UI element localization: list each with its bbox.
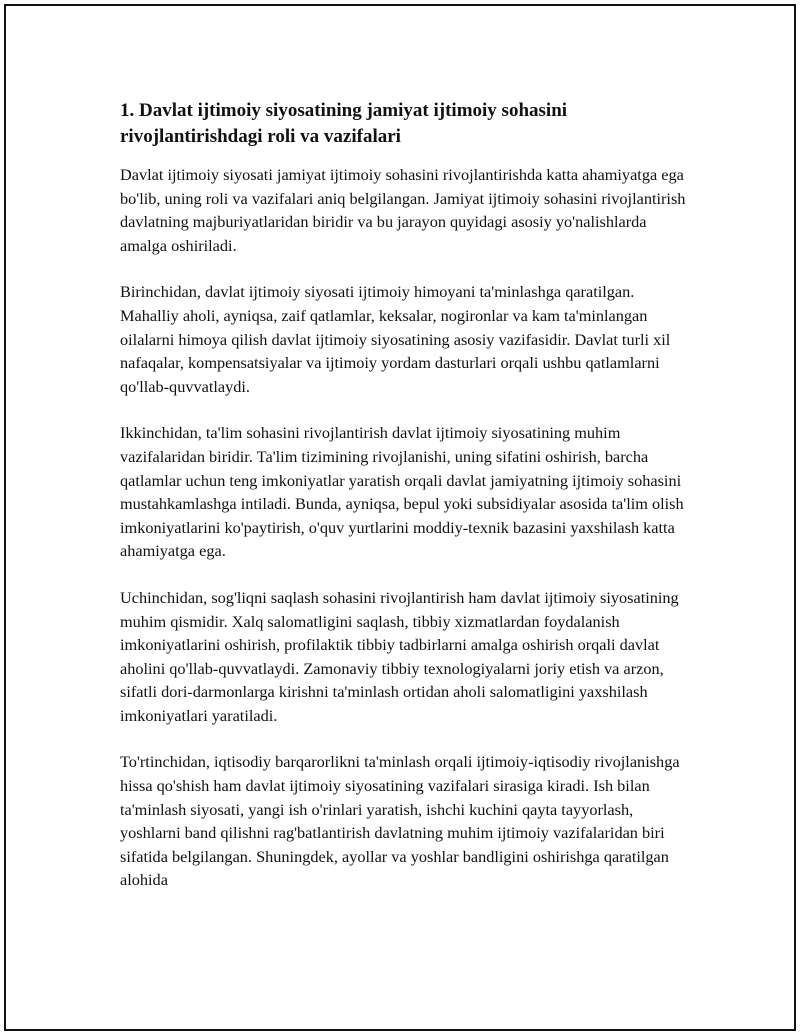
document-page [4, 4, 796, 1031]
paragraph-first: Birinchidan, davlat ijtimoiy siyosati ijtimoiy himoyani ta'minlashga qaratilgan. Mahalliy aholi, ayniqsa, zaif qatlamlar, keksalar, nogironlar va kam ta'minlangan oilalarni himoya qilish davlat ijtimoiy siyosatining asosiy vazifasidir. Davlat turli xil nafaqalar, kompensatsiyalar va ijtimoiy yordam dasturlari orqali ushbu qatlamlarni qo'llab-quvvatlaydi. [120, 282, 671, 396]
paragraph-intro: Davlat ijtimoiy siyosati jamiyat ijtimoiy sohasini rivojlantirishda katta ahamiyatga ega bo'lib, uning roli va vazifalari aniq belgilangan. Jamiyat ijtimoiy sohasini rivojlantirish davlatning majburiyatlaridan biridir va bu jarayon quyidagi asosiy yo'nalishlarda amalga oshiriladi. [120, 165, 686, 255]
document-content [120, 98, 695, 915]
section-heading: 1. Davlat ijtimoiy siyosatining jamiyat ijtimoiy sohasini rivojlantirishdagi roli va vazifalari [120, 100, 568, 147]
paragraph-second: Ikkinchidan, ta'lim sohasini rivojlantirish davlat ijtimoiy siyosatining muhim vazifalaridan biridir. Ta'lim tizimining rivojlanishi, uning sifatini oshirish, barcha qatlamlar uchun teng imkoniyatlar yaratish orqali davlat jamiyatning ijtimoiy sohasini mustahkamlashga intiladi. Bunda, ayniqsa, bepul yoki subsidiyalar asosida ta'lim olish imkoniyatlarini ko'paytirish, o'quv yurtlarini moddiy-texnik bazasini yaxshilash katta ahamiyatga ega. [120, 423, 684, 561]
paragraph-fourth: To'rtinchidan, iqtisodiy barqarorlikni ta'minlash orqali ijtimoiy-iqtisodiy rivojlanishga hissa qo'shish ham davlat ijtimoiy siyosatining vazifalari sirasiga kiradi. Ish bilan ta'minlash siyosati, yangi ish o'rinlari yaratish, ishchi kuchini qayta tayyorlash, yoshlarni band qilishni rag'batlantirish davlatning muhim ijtimoiy vazifalaridan biri sifatida belgilangan. Shuningdek, ayollar va yoshlar bandligini oshirishga qaratilgan alohida [120, 752, 680, 890]
paragraph-third: Uchinchidan, sog'liqni saqlash sohasini rivojlantirish ham davlat ijtimoiy siyosatining muhim qismidir. Xalq salomatligini saqlash, tibbiy xizmatlardan foydalanish imkoniyatlarini oshirish, profilaktik tibbiy tadbirlarni amalga oshirish orqali davlat aholini qo'llab-quvvatlaydi. Zamonaviy tibbiy texnologiyalarni joriy etish va arzon, sifatli dori-darmonlarga kirishni ta'minlash ortidan aholi salomatligini yaxshilash imkoniyatlari yaratiladi. [120, 587, 679, 725]
